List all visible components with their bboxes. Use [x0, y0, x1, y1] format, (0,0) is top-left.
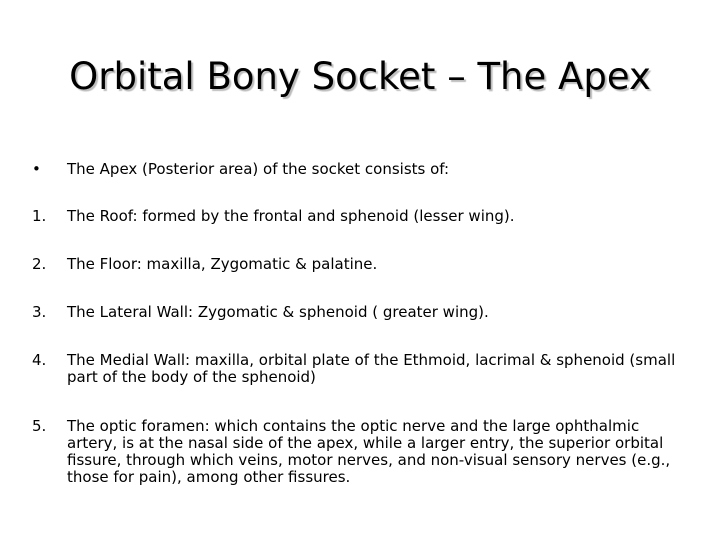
slide-title: Orbital Bony Socket – The Apex	[69, 55, 651, 98]
list-number: 3.	[32, 303, 47, 321]
list-item-text: The Roof: formed by the frontal and sphenoid (lesser wing).	[67, 207, 515, 225]
list-number: 1.	[32, 207, 47, 225]
intro-bullet	[32, 161, 692, 178]
list-number: 5.	[32, 417, 47, 435]
list-item-text: The optic foramen: which contains the optic nerve and the large ophthalmic artery, is at the nasal side of the apex, while a larger entry, the superior orbital fissure, through which veins, motor nerves, and non-visual sensory nerves (e.g., those for pain), among other fissures.	[67, 417, 671, 486]
list-number: 2.	[32, 255, 47, 273]
list-item-text: The Lateral Wall: Zygomatic & sphenoid ( greater wing).	[67, 303, 489, 321]
list-item-text: The Medial Wall: maxilla, orbital plate of the Ethmoid, lacrimal & sphenoid (small part of the body of the sphenoid)	[67, 351, 676, 386]
list-item	[32, 208, 692, 225]
bullet-marker: •	[32, 160, 41, 178]
list-item-text: The Floor: maxilla, Zygomatic & palatine.	[67, 255, 378, 273]
list-number: 4.	[32, 351, 47, 369]
intro-text: The Apex (Posterior area) of the socket consists of:	[67, 160, 450, 178]
list-item	[32, 256, 692, 273]
list-item	[32, 304, 692, 321]
list-item	[32, 418, 692, 486]
list-item	[32, 352, 692, 386]
